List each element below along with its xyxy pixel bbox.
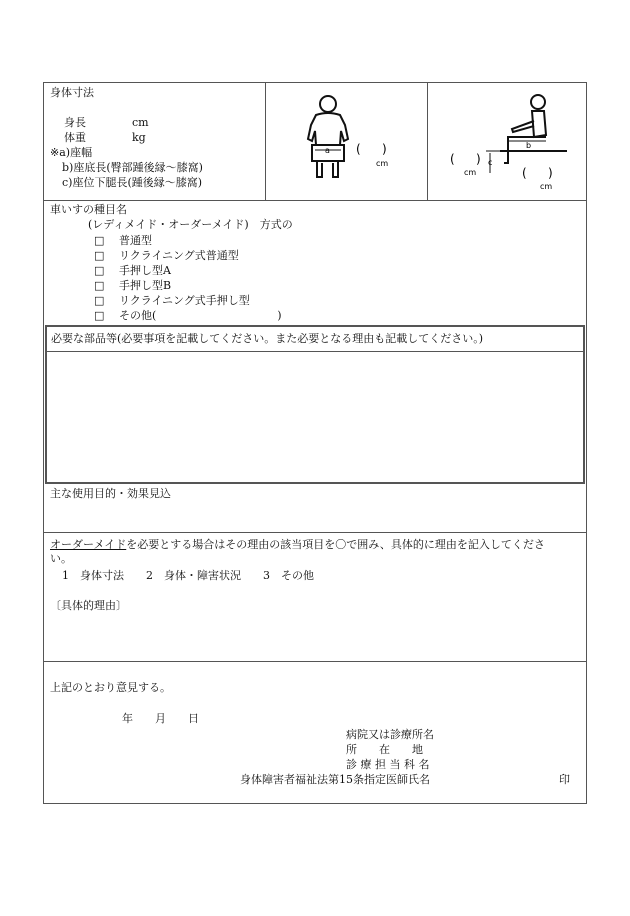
- checkbox[interactable]: □: [94, 279, 105, 292]
- fig1-paren-close: ): [382, 142, 387, 156]
- weight-label: 体重: [64, 131, 86, 144]
- wheelchair-subtitle: (レディメイド・オーダーメイド) 方式の: [88, 218, 293, 231]
- location-label: 所 在 地: [346, 743, 423, 756]
- divider: [265, 83, 266, 200]
- fig2-unit-1: cm: [464, 168, 477, 177]
- opinion-form: [43, 82, 587, 804]
- seat-depth-label: b)座底長(臀部踵後縁〜膝窩): [62, 161, 203, 174]
- checkbox[interactable]: □: [94, 294, 105, 307]
- option-label: リクライニング式普通型: [119, 249, 239, 262]
- body-measure-title: 身体寸法: [50, 86, 94, 99]
- option-push-a[interactable]: [94, 264, 171, 278]
- fig2-paren-close-1: ): [476, 152, 481, 166]
- height-label: 身長: [64, 116, 86, 129]
- parts-field[interactable]: [47, 353, 583, 482]
- fig2-unit-2: cm: [540, 182, 553, 191]
- opinion-statement: 上記のとおり意見する。: [50, 681, 171, 694]
- checkbox[interactable]: □: [94, 234, 105, 247]
- divider: [44, 661, 586, 662]
- fig1-unit: cm: [376, 159, 389, 168]
- purpose-title: 主な使用目的・効果見込: [50, 487, 171, 500]
- checkbox[interactable]: □: [94, 309, 105, 322]
- fig2-paren-open-1: (: [450, 152, 455, 166]
- fig2-paren-open-2: (: [522, 166, 527, 180]
- option-standard[interactable]: [94, 234, 152, 248]
- divider: [44, 200, 586, 201]
- reason-field[interactable]: [44, 615, 586, 659]
- divider: [44, 532, 586, 533]
- parts-title: 必要な部品等(必要事項を記載してください。また必要となる理由も記載してください。): [51, 332, 484, 345]
- option-reclining-standard[interactable]: [94, 249, 239, 263]
- date-field[interactable]: 年 月 日: [122, 712, 199, 725]
- department-label: 診 療 担 当 科 名: [346, 758, 430, 771]
- divider: [47, 351, 583, 352]
- side-view-figure: [442, 93, 582, 193]
- ordermade-title-wrap: い。: [50, 552, 72, 565]
- option-label: その他( ): [119, 309, 282, 322]
- option-push-b[interactable]: [94, 279, 171, 293]
- doctor-label: 身体障害者福祉法第15条指定医師氏名: [240, 773, 430, 786]
- fig1-paren-open: (: [356, 142, 361, 156]
- option-other[interactable]: [94, 309, 282, 323]
- checkbox[interactable]: □: [94, 249, 105, 262]
- wheelchair-title: 車いすの種目名: [50, 203, 127, 216]
- seat-width-label: ※a)座幅: [50, 146, 93, 159]
- ordermade-underlined: オーダーメイド: [50, 538, 127, 551]
- fig2-c: c: [488, 158, 493, 167]
- ordermade-items[interactable]: 1 身体寸法 2 身体・障害状況 3 その他: [62, 569, 314, 582]
- ordermade-rest: を必要とする場合はその理由の該当項目を〇で囲み、具体的に理由を記入してくださ: [126, 538, 545, 551]
- height-unit: cm: [132, 116, 149, 129]
- fig1-a: a: [325, 146, 330, 155]
- hospital-label: 病院又は診療所名: [346, 728, 434, 741]
- option-label: 手押し型B: [119, 279, 172, 292]
- option-label: リクライニング式手押し型: [119, 294, 250, 307]
- front-view-figure: [300, 93, 410, 193]
- lower-leg-label: c)座位下腿長(踵後縁〜膝窩): [62, 176, 203, 189]
- reason-label: 〔具体的理由〕: [50, 599, 127, 612]
- seal-mark: 印: [559, 773, 570, 786]
- checkbox[interactable]: □: [94, 264, 105, 277]
- divider: [427, 83, 428, 200]
- fig2-b: b: [526, 141, 532, 150]
- parts-box: [45, 325, 585, 484]
- option-label: 手押し型A: [119, 264, 171, 277]
- option-label: 普通型: [119, 234, 152, 247]
- ordermade-title: [50, 538, 545, 552]
- option-reclining-push[interactable]: [94, 294, 250, 308]
- purpose-field[interactable]: [44, 503, 586, 531]
- fig2-paren-close-2: ): [548, 166, 553, 180]
- weight-unit: kg: [132, 131, 146, 144]
